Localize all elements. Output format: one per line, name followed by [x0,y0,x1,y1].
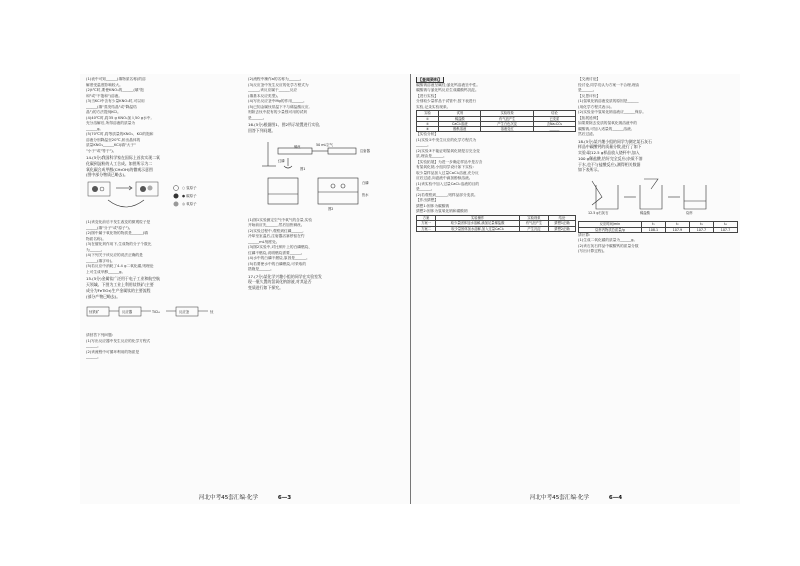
question-18: 18.(5分)某兴趣小组的同学为测定某石灰石 样品中碳酸钙的质量分数,进行了如下 实验:取12.5 g样品放入烧杯中,加入 100 g稀盐酸,恰好完全反应(杂质不溶 于水,也不与盐酸反应),测得相关数据 如下表所示。 [578,138,652,173]
question-16: 16.(5分)根据图1、图2所示装置进行实验, 回答下列问题。 [248,122,321,133]
fig2-label: 图2 [328,206,334,211]
footer-right [412,493,740,501]
table-row: ② CaCl₂溶液 产生白色沉淀 含Na₂CO₃ [417,121,576,126]
calculation-prompt: 请计算: (1)生成二氧化碳的质量为______g。 (2)该石灰石样品中碳酸钙的质量分数 (写出计算过程)。 [578,232,639,254]
question-15-parts: 请回答下列问题: (1)写出反应器中发生反应的化学方程式 ______。 (2)该流程中可循环利用的物质是 ______。 [86,333,151,360]
section-header: 【查阅资料】 [418,77,442,82]
table-header-row: 实验 试剂 实验现象 结论 [417,111,576,116]
experiment-analysis: 【实验分析】 (1)实验①中发生反应的化学方程式为 ______。 (2)实验③不能证明氢氧化钠是否完全变 质,理由是______。 【实验拓展】为进一步确定样品中是否含 有氢氧化钠,小组同学设计如下实验: 取少量样品加入过量CaCl₂溶液,充分反 应后过滤,向滤液中滴加酚酞溶液。 (1)该实验中加入过量CaCl₂溶液的目的 是______。 (2)若观察到______,则样品部分变质。 [416,132,483,197]
experiment-table-1 [416,110,576,132]
fig-label-acid: 稀盐酸 [640,211,650,216]
table-row: ① 稀盐酸 有气泡产生 已变质 [417,116,576,121]
table-row: 烧杯内物质总质量/g 108.1 107.9 107.7 107.7 [579,227,738,232]
research-info: 碳酸钠溶液呈碱性;氯化钙溶液呈中性。 碳酸钠与氯化钙反应生成碳酸钙沉淀。 【进行实验】 分别取少量样品于试管中,按下表进行 实验,记录实验现象。 [416,82,480,109]
question-15: 15.(5分)金属钛广泛用于电子工业和航空航 天领域。下图为工业上利用钛铁矿(主要 成分为FeTiO₃)生产金属钛的主要流程 (部分产物已略去)。 [86,276,160,299]
page-right-column-1 [416,77,576,485]
process-flow-diagram [86,301,236,327]
table-row: 方案一 取少量固体加水溶解,滴加足量稀盐酸 有气泡产生 猜想1正确 [417,221,576,226]
fig-label-hot-water: 热水 [362,192,369,197]
beaker-figure [578,175,728,215]
fig-label-sample: 12.5 g石灰石 [588,211,609,216]
legend-o: ◎ 氧原子 [182,202,197,207]
fig1-label: 图1 [300,166,306,171]
page-left [80,74,411,504]
table-header-row: 反应时间/min t₁ t₂ t₃ t₄ [579,222,738,227]
footer-title: 河北中考45套汇编·化学 [198,495,259,501]
footer-page-number: 6—4 [608,495,623,501]
footer-title: 河北中考45套汇编·化学 [529,495,590,501]
fig-label-syringe: 注射器 [360,148,370,153]
page-left-column-1 [86,77,246,485]
legend-h: ○ 氢原子 [182,186,197,191]
question-14: 14.(5分)我国科学家在国际上首次实现二氧 化碳到淀粉的人工合成。如图所示为二 氧化碳合成甲醇(CH₃OH)的微观示意图 (图中部分物质已略去)。 [86,155,160,178]
page-right-column-2 [578,77,738,485]
flow-step-3: TiCl₄ [152,310,160,315]
fig-label-air: 50 mL空气 [316,142,333,147]
page-right [412,74,740,504]
question-14-parts: (1)该变化前后不发生改变的微观粒子是 ______(填"分子"或"原子")。 (2)图中属于氧化物的物质是______(填 物质名称)。 (3)在催化剂作用下,生成物的分子个数比 为______。 (4)下列关于该反应的说法正确的是 ______(填字母)。 (5)若反应中消耗了4.4 g二氧化碳,则理论 上可生成甲醇______g。 [86,220,154,274]
fig-label-beaker: 烧杯 [686,211,693,216]
question-15-continued: (2)流程中操作a的名称为______。 (3)反应釜中发生反应的化学方程式为 ______,该反应属于______反应 (填基本反应类型)。 (4)写出反应釜中Mg的作用______。 (5)已知金属钛常温下不与稀盐酸反应, 则除去钛中混有的少量镁可用的试剂 是______。 [248,77,310,120]
flow-step-5: 钛 [210,310,214,315]
hypothesis: 【作出猜想】 猜想1:固体为碳酸钠 猜想2:固体为氢氧化钠和碳酸钠 [416,198,468,214]
scanned-sheet [80,74,740,504]
apparatus-figures [248,136,403,212]
flow-step-4: 反应釜 [179,310,190,315]
question-13-continued: (1)表中可知______(填物质名称)的溶 解度受温度影响较大。 (2)t℃时,要使KNO₃的______(填"饱 和"或"不饱和")溶液。 (3)当KCl中含有少量KNO₃时,可以用 ______(填"蒸发结晶"或"降温结 晶")的方法提纯KCl。 (4)40℃时,将35 g KNO₃加入50 g水中, 充分溶解后,所得溶液的质量为 ______g。 (5)70℃时,将等质量的KNO₃、KCl的饱和 溶液分别降温至20℃,析出晶体的 质量KNO₃______KCl(填"大于" "小于"或"等于")。 [86,77,154,153]
table-header-row: 方案 实验操作 实验现象 结论 [417,215,576,220]
data-table [578,221,738,233]
table-row: ③ 酚酞溶液 溶液变红 ______ [417,127,576,132]
table-row: 方案二 取少量固体加水溶解,加入过量CaCl₂ 产生沉淀 猜想2正确 [417,226,576,231]
flow-step-1: 钛铁矿 [89,310,100,315]
question-16-parts: (1)图1实验测定空气中氧气的含量,实验 开始前应先______,然后加热铜丝。 (2)实验过程中,观察到红磷______, 冷却至室温后,注射器活塞停留在约 ______mL刻度处。 (3)图2实验中,对比铜片上的白磷燃烧、 红磷不燃烧,说明燃烧需要______。 (4)水中的白磷不燃烧,原因是______。 (5)若要使水中的白磷燃烧,可采取的 措施是______。 [248,217,313,272]
molecule-diagram [86,180,236,214]
fig-label-copper: 铜丝 [294,144,301,149]
question-17: 17.(7分)某化学兴趣小组的同学在实验室发 现一瓶久置的氢氧化钠溶液,对其是否 变质进行如下探究。 [248,273,322,291]
fig-label-white-p: 白磷 [362,180,369,185]
footer-left [80,493,410,501]
flow-step-2: 反应器 [122,310,133,315]
legend-c: ● 碳原子 [182,194,197,199]
footer-page-number: 6—3 [277,495,292,501]
fig-label-phosphorus: 红磷 [278,158,285,163]
experiment-table-2 [416,215,576,232]
discussion: 【交流讨论】 经讨论,同学们认为方案一不合理,理由 是______。 【反思评价】 (1)氢氧化钠溶液变质的原因是______ (用化学方程式表示)。 (2)实验室中氢氧化钠溶液应______保存。 【拓展延伸】 如果要除去变质的氢氧化钠溶液中的 碳酸钠,可加入适量的______溶液, 然后过滤。 [578,77,646,136]
page-left-column-2 [248,77,408,485]
